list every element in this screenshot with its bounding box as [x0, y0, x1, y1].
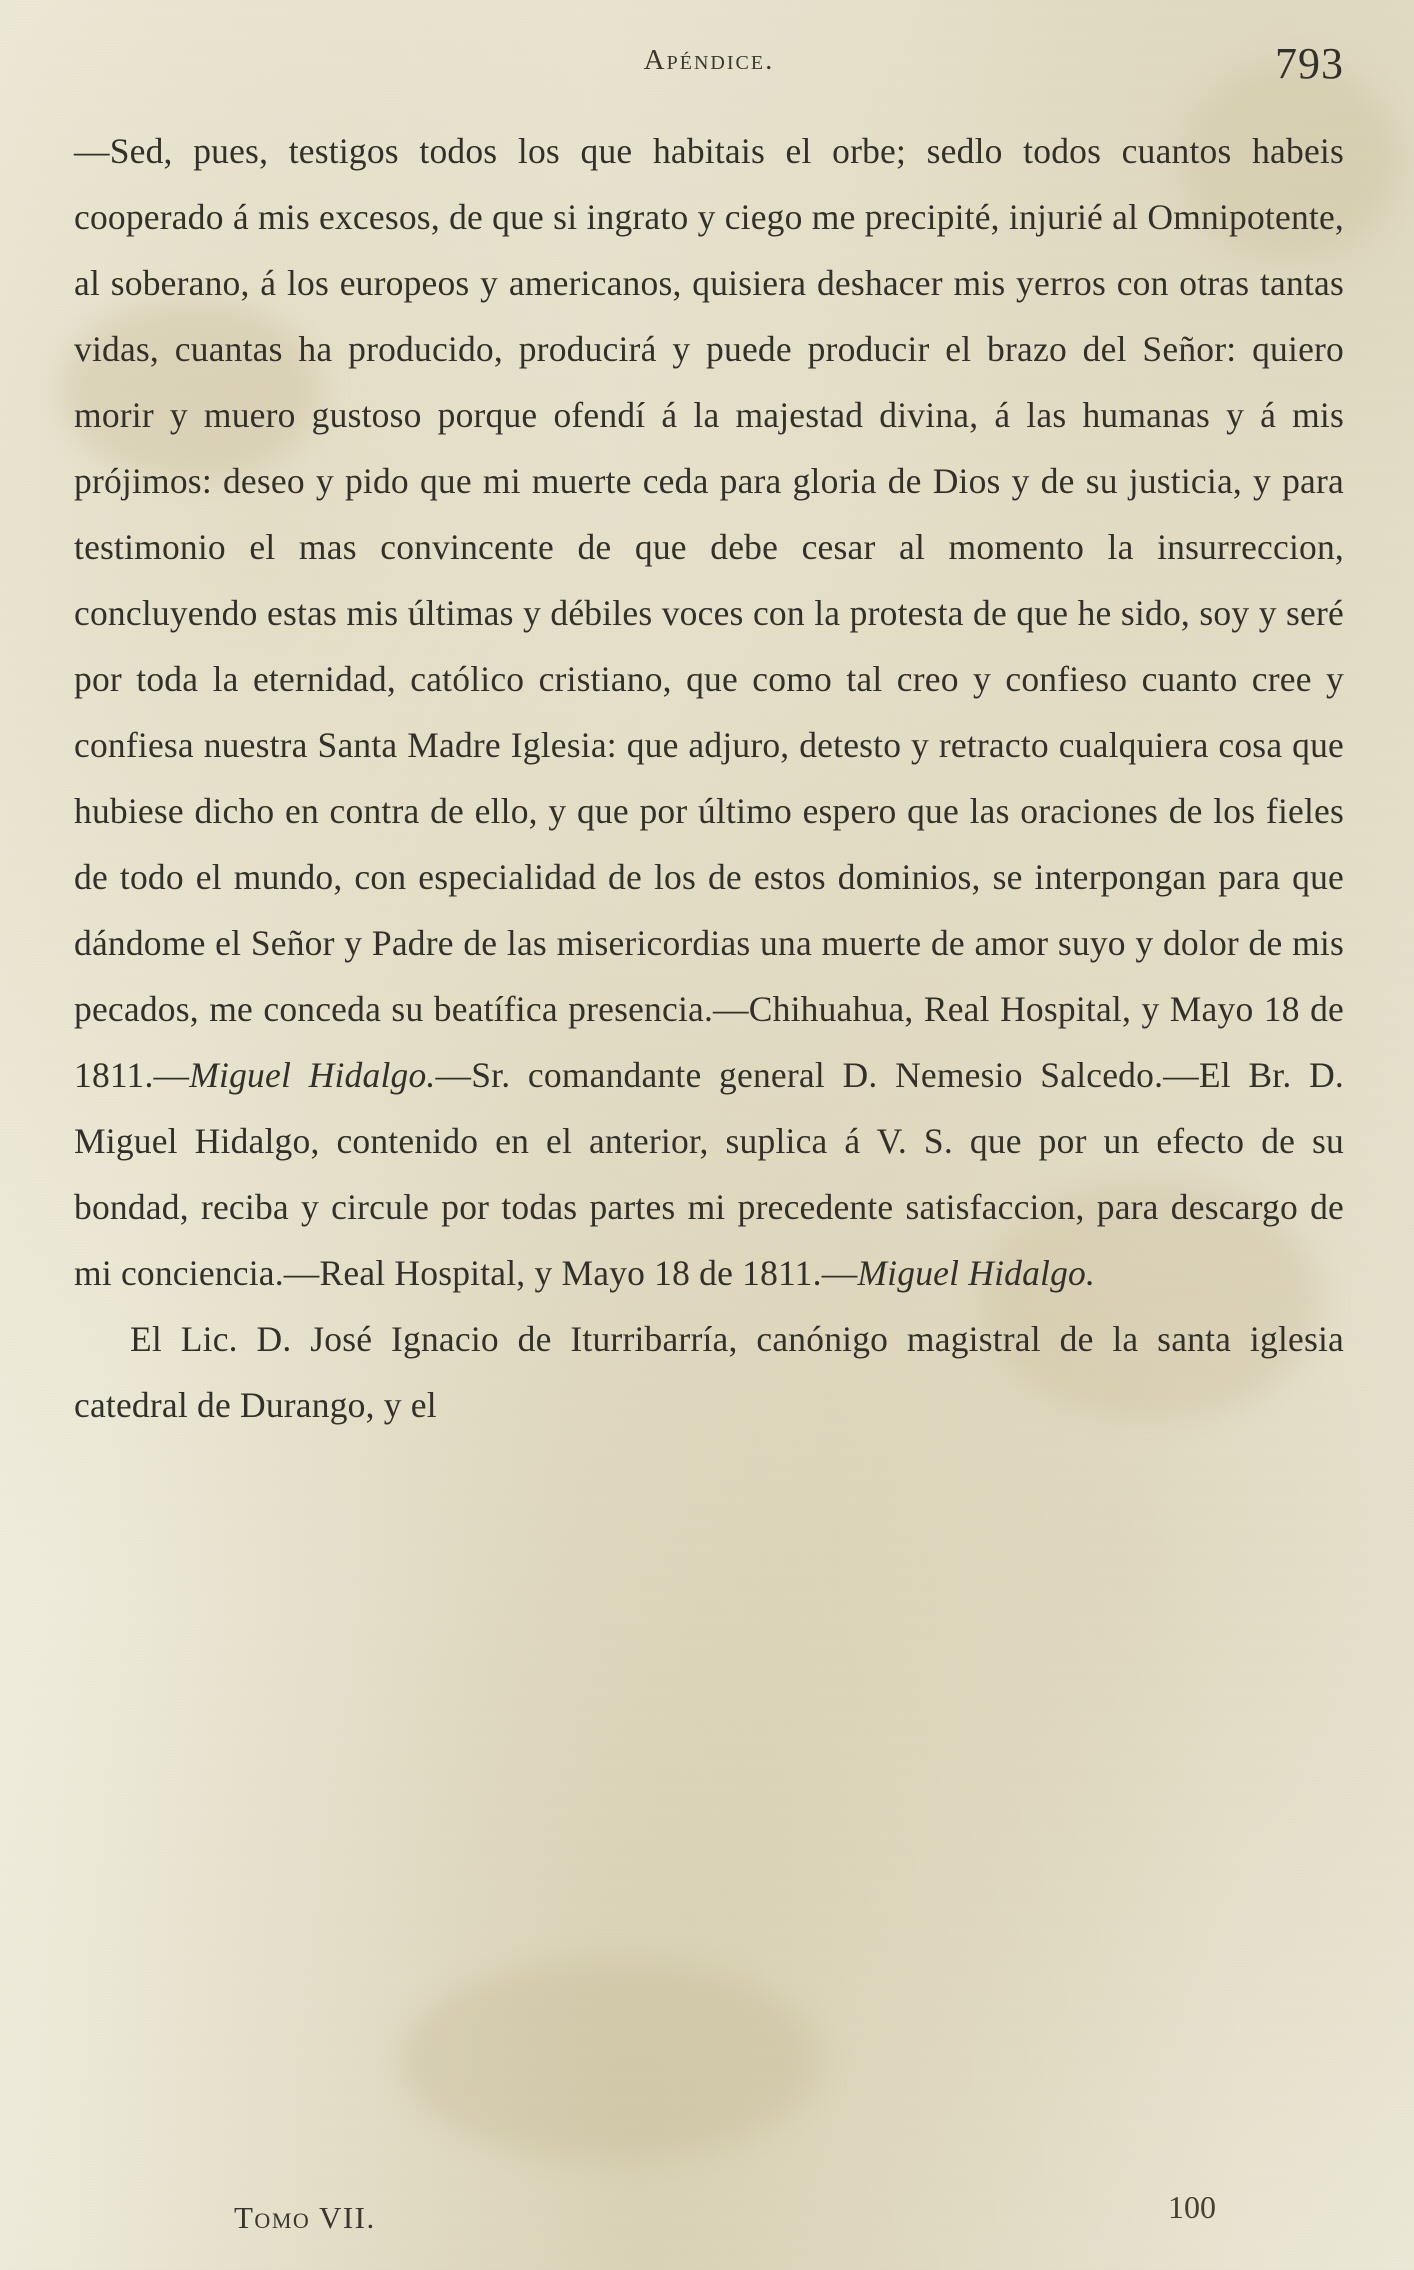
volume-label: Tomo VII.: [234, 2200, 376, 2235]
page-number: 793: [1275, 39, 1344, 88]
signature-hidalgo-1: Miguel Hidalgo.: [189, 1055, 436, 1095]
running-head: Apéndice.: [643, 44, 775, 76]
signature-mark: 100: [1168, 2189, 1216, 2225]
paragraph-1-text: —Sed, pues, testigos todos los que habitais el orbe; sedlo todos cuantos habeis cooperado á mis excesos, de que si ingrato y ciego me precipité, injurié al Omnipotente, al soberano, á los europeos y americanos, quisiera deshacer mis yerros con otras tantas vidas, cuantas ha producido, producirá y puede producir el brazo del Señor: quiero morir y muero gustoso porque ofendí á la majestad divina, á las humanas y á mis prójimos: deseo y pido que mi muerte ceda para gloria de Dios y de su justicia, y para testimonio el mas convincente de que debe cesar al momento la insurreccion, concluyendo estas mis últimas y débiles voces con la protesta de que he sido, soy y seré por toda la eternidad, católico cristiano, que como tal creo y confieso cuanto cree y confiesa nuestra Santa Madre Iglesia: que adjuro, detesto y retracto cualquiera cosa que hubiese dicho en contra de ello, y que por último espero que las oraciones de los fieles de todo el mundo, con especialidad de los de estos dominios, se interpongan para que dándome el Señor y Padre de las misericordias una muerte de amor suyo y dolor de mis pecados, me conceda su beatífica presencia.—Chihuahua, Real Hospital, y Mayo 18 de 1811.—: [74, 131, 1344, 1095]
page-header: [74, 39, 1344, 100]
paper-stain-3: [400, 1960, 820, 2160]
body-text: [74, 118, 1344, 1438]
paragraph-2-text: —Sr. comandante general D. Nemesio Salcedo.—El Br. D. Miguel Hidalgo, contenido en el anterior, suplica á V. S. que por un efecto de su bondad, reciba y circule por todas partes mi precedente satisfaccion, para descargo de mi conciencia.—Real Hospital, y Mayo 18 de 1811.—: [74, 1055, 1344, 1293]
signature-hidalgo-2: Miguel Hidalgo.: [857, 1253, 1096, 1293]
page-footer: [74, 2184, 1344, 2236]
paragraph-3: El Lic. D. José Ignacio de Iturribarría, canónigo magistral de la santa iglesia catedral de Durango, y el: [74, 1319, 1344, 1425]
paragraph-1: [74, 118, 1344, 1306]
